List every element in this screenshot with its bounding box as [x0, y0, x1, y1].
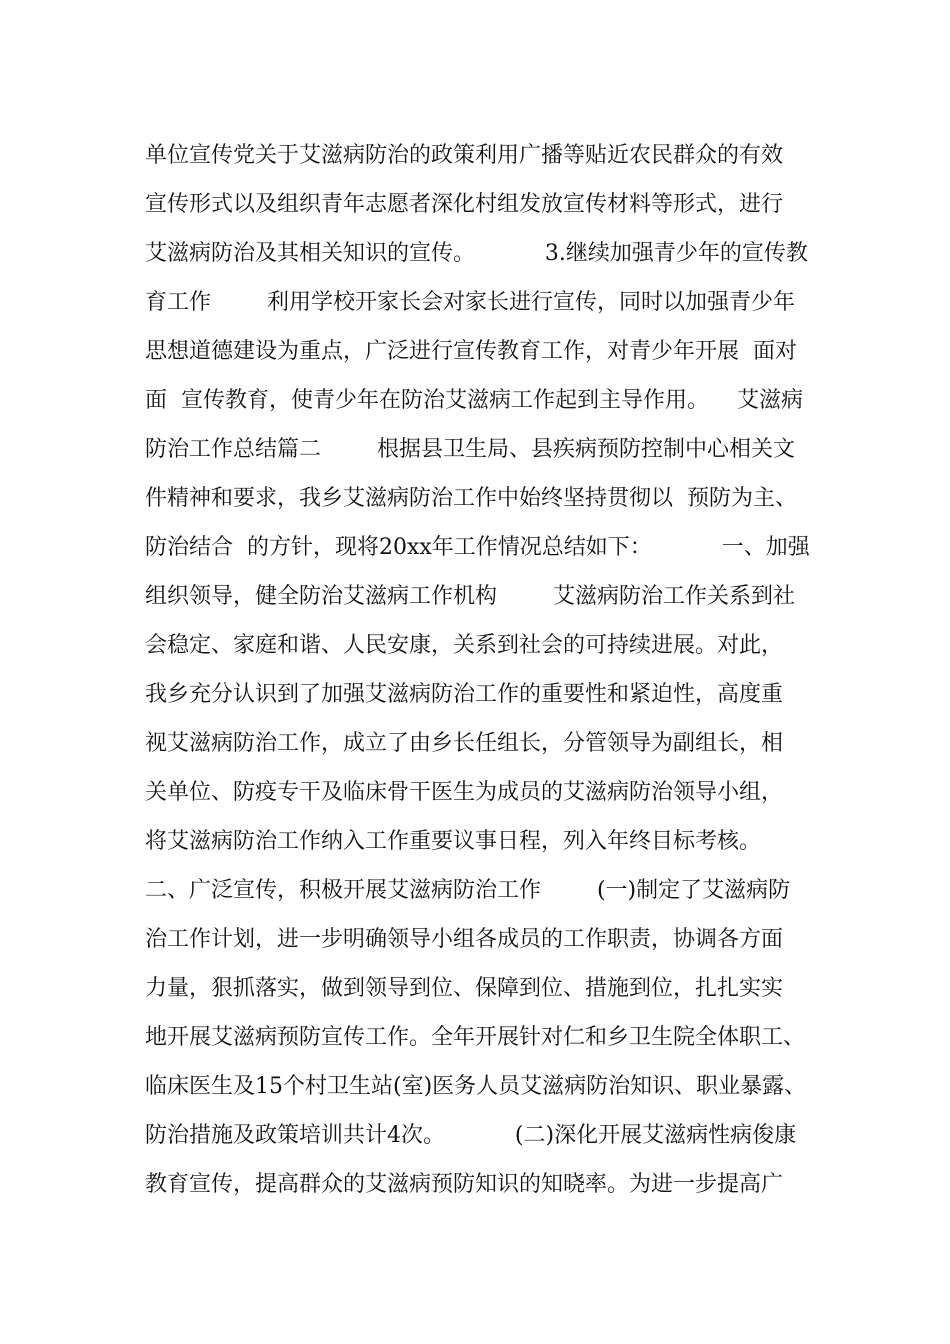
text-line-18: 力量，狠抓落实，做到领导到位、保障到位、措施到位，扎扎实实 [145, 976, 784, 1001]
text-line-21: 防治措施及政策培训共计4次。 (二)深化开展艾滋病性病俊康 [145, 1123, 797, 1148]
text-line-4: 育工作 利用学校开家长会对家长进行宣传，同时以加强青少年 [145, 290, 795, 315]
text-line-10: 组织领导，健全防治艾滋病工作机构 艾滋病防治工作关系到社 [145, 584, 795, 609]
text-line-8: 件精神和要求，我乡艾滋病防治工作中始终坚持贯彻以 预防为主、 [145, 486, 797, 511]
text-line-16: 二、广泛宣传，积极开展艾滋病防治工作 (一)制定了艾滋病防 [145, 878, 791, 903]
text-line-13: 视艾滋病防治工作，成立了由乡长任组长，分管领导为副组长，相 [145, 731, 784, 756]
text-line-14: 关单位、防疫专干及临床骨干医生为成员的艾滋病防治领导小组， [145, 780, 784, 805]
text-line-22: 教育宣传，提高群众的艾滋病预防知识的知晓率。为进一步提高广 [145, 1172, 784, 1197]
text-line-17: 治工作计划，进一步明确领导小组各成员的工作职责，协调各方面 [145, 927, 784, 952]
text-line-2: 宣传形式以及组织青年志愿者深化村组发放宣传材料等形式，进行 [145, 192, 784, 217]
text-line-1: 单位宣传党关于艾滋病防治的政策利用广播等贴近农民群众的有效 [145, 143, 784, 168]
text-line-9: 防治结合 的方针，现将20xx年工作情况总结如下： 一、加强 [145, 535, 810, 560]
text-line-7: 防治工作总结篇二 根据县卫生局、县疾病预防控制中心相关文 [145, 437, 795, 462]
text-line-5: 思想道德建设为重点，广泛进行宣传教育工作，对青少年开展 面对 [145, 339, 797, 364]
text-line-12: 我乡充分认识到了加强艾滋病防治工作的重要性和紧迫性，高度重 [145, 682, 784, 707]
text-line-11: 会稳定、家庭和谐、人民安康，关系到社会的可持续进展。对此， [145, 633, 784, 658]
text-line-15: 将艾滋病防治工作纳入工作重要议事日程，列入年终目标考核。 [145, 829, 762, 854]
text-line-3: 艾滋病防治及其相关知识的宣传。 3.继续加强青少年的宣传教 [145, 241, 808, 266]
text-line-19: 地开展艾滋病预防宣传工作。全年开展针对仁和乡卫生院全体职工、 [145, 1025, 806, 1050]
text-line-6: 面 宣传教育，使青少年在防治艾滋病工作起到主导作用。 艾滋病 [145, 388, 803, 413]
text-line-20: 临床医生及15个村卫生站(室)医务人员艾滋病防治知识、职业暴露、 [145, 1074, 807, 1099]
document-body [145, 131, 825, 1209]
